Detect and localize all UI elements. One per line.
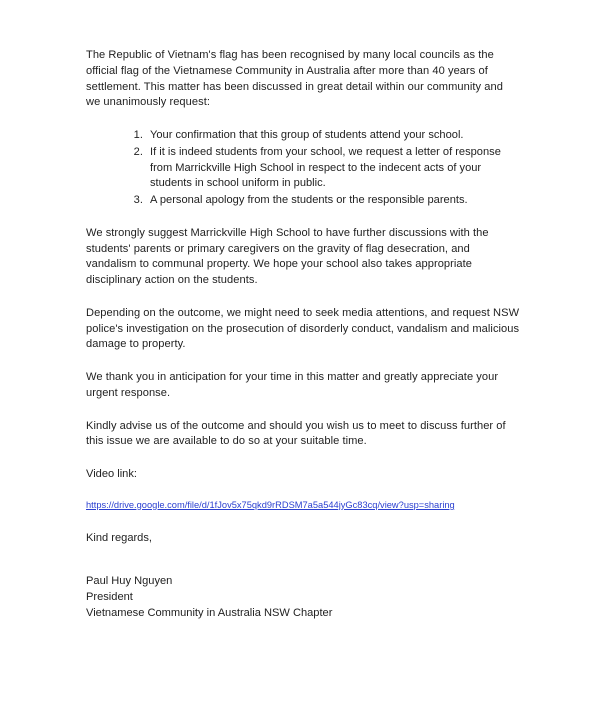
request-list [86, 128, 520, 209]
video-link-wrapper [86, 495, 520, 513]
video-link-label: Video link: [86, 468, 137, 480]
list-item: 1. Your confirmation that this group of students attend your school. [146, 128, 520, 144]
list-item: 2. If it is indeed students from your school, we request a letter of response from Marrickville High School in respect to the indecent acts of your students in school uniform in public. [146, 145, 520, 192]
paragraph-intro: The Republic of Vietnam's flag has been recognised by many local councils as the official flag of the Vietnamese Community in Australia after more than 40 years of settlement. This matter has been discussed in great detail within our community and we unanimously request: [86, 49, 503, 109]
paragraph-outcome: Depending on the outcome, we might need to seek media attentions, and request NSW police's investigation on the prosecution of disorderly conduct, vandalism and malicious damage to property. [86, 306, 520, 351]
signature-block [86, 573, 520, 621]
document-body [86, 48, 520, 621]
signature-organisation: Vietnamese Community in Australia NSW Chapter [86, 606, 333, 619]
closing-line: Kind regards, [86, 531, 152, 544]
paragraph-meeting: Kindly advise us of the outcome and should you wish us to meet to discuss further of this issue we are available to do so at your suitable time. [86, 419, 506, 448]
signature-name: Paul Huy Nguyen [86, 574, 173, 587]
signature-title: President [86, 590, 133, 603]
list-item: 3. A personal apology from the students or the responsible parents. [146, 193, 520, 209]
video-link[interactable]: https://drive.google.com/file/d/1fJov5x75qkd9rRDSM7a5a544jyGc83cq/view?usp=sharing [86, 499, 455, 510]
paragraph-suggestion: We strongly suggest Marrickville High School to have further discussions with the students' parents or primary caregivers on the gravity of flag desecration, and vandalism to communal property. We hope your school also takes appropriate disciplinary action on the students. [86, 226, 489, 286]
paragraph-thanks: We thank you in anticipation for your time in this matter and greatly appreciate your urgent response. [86, 371, 499, 399]
